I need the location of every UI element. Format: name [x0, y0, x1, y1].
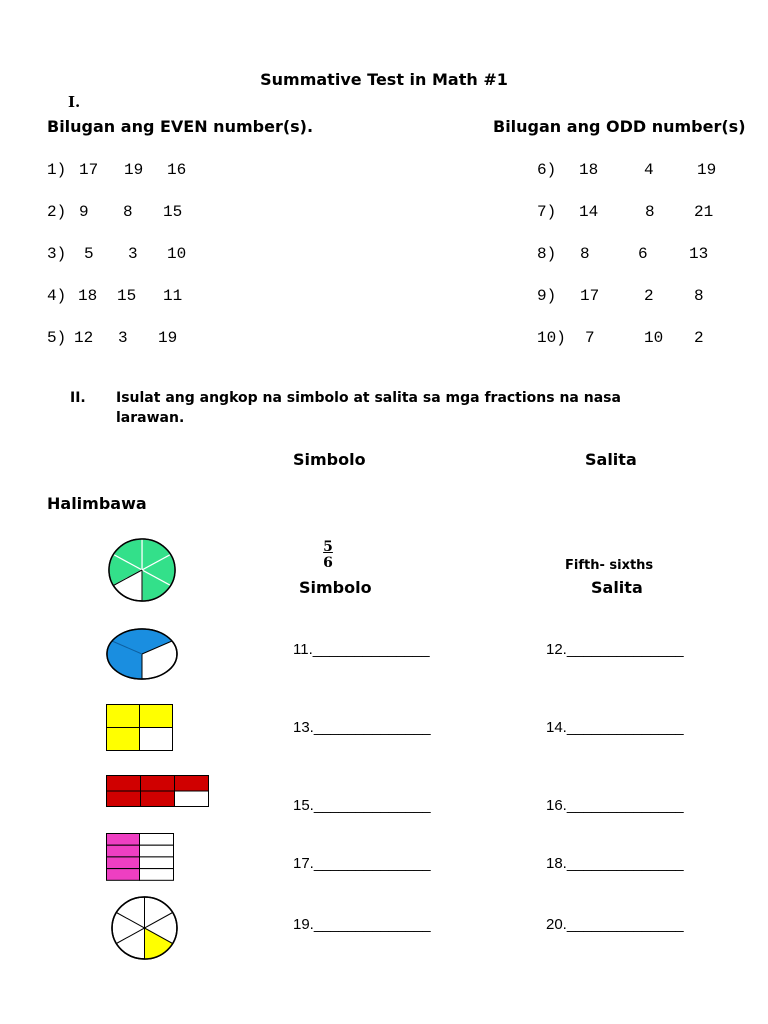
number-option[interactable]: 8 — [645, 203, 655, 221]
section-ii-numeral: II. — [70, 390, 86, 406]
number-option[interactable]: 11 — [163, 287, 183, 305]
number-option[interactable]: 15 — [117, 287, 137, 305]
answer-blank-12[interactable]: 12.______________ — [546, 641, 684, 658]
number-option[interactable]: 19 — [158, 329, 178, 347]
odd-item — [537, 203, 737, 223]
example-words: Fifth- sixths — [565, 558, 654, 573]
number-option[interactable]: 17 — [580, 287, 600, 305]
answer-blank-14[interactable]: 14.______________ — [546, 719, 684, 736]
number-option[interactable]: 3 — [128, 245, 138, 263]
fraction-denominator: 6 — [323, 555, 333, 571]
example-simbolo-label: Simbolo — [299, 578, 372, 597]
number-option[interactable]: 13 — [689, 245, 709, 263]
instruction-line-1: Isulat ang angkop na simbolo at salita sa mga fractions na nasa — [116, 390, 621, 406]
answer-blank-20[interactable]: 20.______________ — [546, 916, 684, 933]
number-option[interactable]: 10 — [644, 329, 664, 347]
magenta-grid-figure — [106, 833, 174, 881]
item-label: 4) — [47, 287, 67, 305]
red-grid-figure — [106, 775, 209, 807]
number-option[interactable]: 9 — [79, 203, 89, 221]
number-option[interactable]: 3 — [118, 329, 128, 347]
odd-item — [537, 161, 737, 181]
example-label: Halimbawa — [47, 494, 147, 513]
answer-blank-13[interactable]: 13.______________ — [293, 719, 431, 736]
even-item — [47, 329, 247, 349]
number-option[interactable]: 19 — [124, 161, 144, 179]
page-title: Summative Test in Math #1 — [260, 70, 508, 89]
number-option[interactable]: 6 — [638, 245, 648, 263]
number-option[interactable]: 7 — [585, 329, 595, 347]
number-option[interactable]: 18 — [579, 161, 599, 179]
fraction-numerator: 5 — [323, 539, 333, 555]
even-item — [47, 203, 247, 223]
item-label: 6) — [537, 161, 557, 179]
odd-item — [537, 245, 737, 265]
even-heading: Bilugan ang EVEN number(s). — [47, 117, 314, 136]
instruction-line-2: larawan. — [116, 410, 185, 426]
number-option[interactable]: 18 — [78, 287, 98, 305]
item-label: 9) — [537, 287, 557, 305]
yellow-circle-figure — [111, 896, 178, 960]
blue-circle-figure — [106, 628, 178, 680]
item-label: 8) — [537, 245, 557, 263]
number-option[interactable]: 8 — [580, 245, 590, 263]
number-option[interactable]: 5 — [84, 245, 94, 263]
section-i-numeral: I. — [68, 93, 81, 111]
item-label: 7) — [537, 203, 557, 221]
col-header-salita: Salita — [585, 450, 637, 469]
number-option[interactable]: 8 — [123, 203, 133, 221]
odd-item — [537, 287, 737, 307]
item-label: 2) — [47, 203, 67, 221]
even-item — [47, 287, 247, 307]
number-option[interactable]: 16 — [167, 161, 187, 179]
number-option[interactable]: 12 — [74, 329, 94, 347]
item-label: 10) — [537, 329, 566, 347]
answer-blank-16[interactable]: 16.______________ — [546, 797, 684, 814]
answer-blank-15[interactable]: 15.______________ — [293, 797, 431, 814]
number-option[interactable]: 21 — [694, 203, 714, 221]
number-option[interactable]: 17 — [79, 161, 99, 179]
example-fraction — [318, 539, 338, 571]
example-circle-figure — [108, 538, 176, 602]
number-option[interactable]: 10 — [167, 245, 187, 263]
answer-blank-17[interactable]: 17.______________ — [293, 855, 431, 872]
answer-blank-11[interactable]: 11.______________ — [293, 641, 430, 658]
answer-blank-18[interactable]: 18.______________ — [546, 855, 684, 872]
number-option[interactable]: 2 — [644, 287, 654, 305]
answer-blank-19[interactable]: 19.______________ — [293, 916, 431, 933]
even-item — [47, 161, 247, 181]
number-option[interactable]: 15 — [163, 203, 183, 221]
number-option[interactable]: 4 — [644, 161, 654, 179]
odd-heading: Bilugan ang ODD number(s) — [493, 117, 746, 136]
item-label: 5) — [47, 329, 67, 347]
number-option[interactable]: 14 — [579, 203, 599, 221]
item-label: 1) — [47, 161, 67, 179]
item-label: 3) — [47, 245, 67, 263]
odd-item — [537, 329, 737, 349]
number-option[interactable]: 2 — [694, 329, 704, 347]
example-salita-label: Salita — [591, 578, 643, 597]
even-item — [47, 245, 247, 265]
number-option[interactable]: 19 — [697, 161, 717, 179]
yellow-grid-figure — [106, 704, 173, 751]
col-header-simbolo: Simbolo — [293, 450, 366, 469]
number-option[interactable]: 8 — [694, 287, 704, 305]
